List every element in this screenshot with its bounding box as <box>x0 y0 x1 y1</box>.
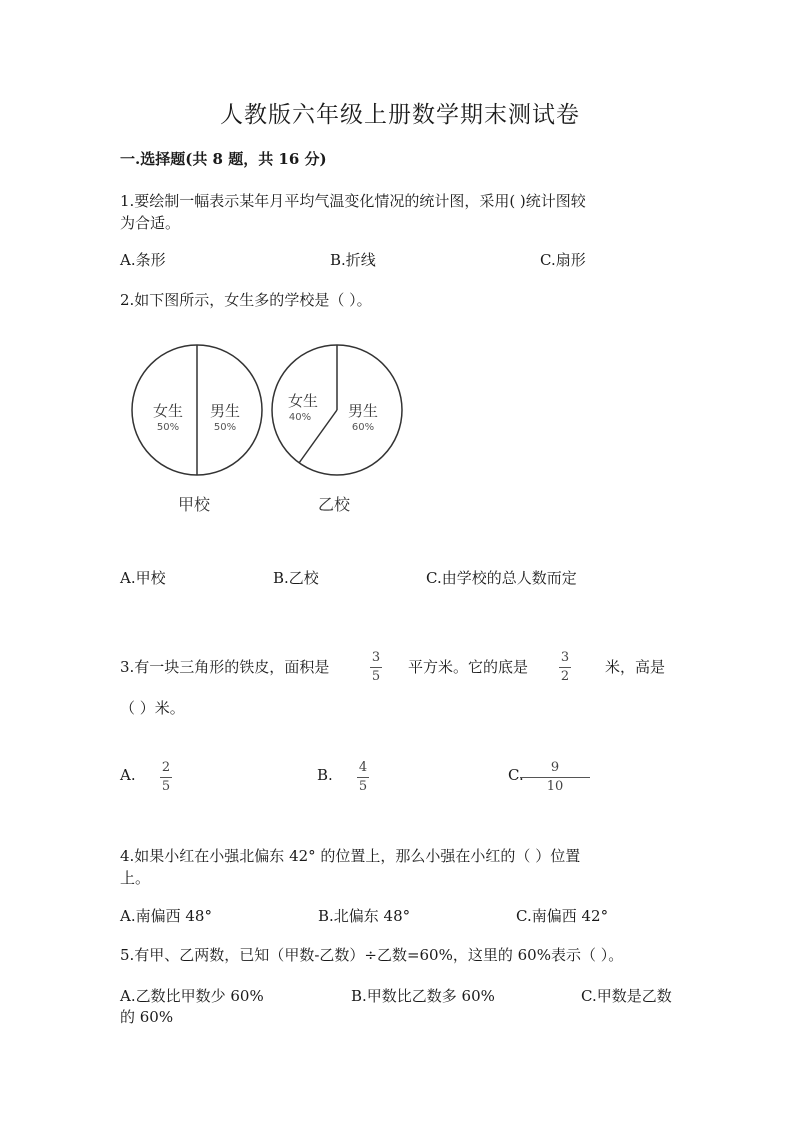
question-5-option-b: B.甲数比乙数多 60% <box>351 987 495 1005</box>
question-5-text: 5.有甲、乙两数，已知（甲数-乙数）÷乙数=60%，这里的 60%表示（ ）。 <box>120 946 624 964</box>
fraction-denominator: 5 <box>371 669 381 684</box>
question-3-option-a-fraction <box>160 760 172 794</box>
pie-chart-figure <box>125 340 415 520</box>
question-3-text-cont: （ ）米。 <box>120 699 185 717</box>
pie-jia-left-pct: 50% <box>156 422 180 433</box>
question-2-option-b: B.乙校 <box>273 569 319 587</box>
question-3-base-fraction <box>559 650 571 684</box>
fraction-numerator: 3 <box>371 650 381 665</box>
question-3-option-a-prefix: A. <box>120 766 136 784</box>
question-1-option-a: A.条形 <box>120 251 166 269</box>
question-1-option-b: B.折线 <box>330 251 376 269</box>
question-2-option-a: A.甲校 <box>120 569 166 587</box>
pie-yi-right-label: 男生 <box>347 402 379 420</box>
page-title: 人教版六年级上册数学期末测试卷 <box>220 102 580 128</box>
question-3-option-b-fraction <box>357 760 369 794</box>
question-4-option-c: C.南偏西 42° <box>516 907 609 925</box>
fraction-denominator: 2 <box>560 669 570 684</box>
pie-yi-name: 乙校 <box>317 495 351 514</box>
fraction-denominator: 5 <box>161 779 171 794</box>
pie-jia <box>132 345 262 514</box>
pie-jia-right-label: 男生 <box>209 402 241 420</box>
question-3-option-c-fraction <box>520 760 590 794</box>
fraction-numerator: 9 <box>550 760 560 775</box>
fraction-numerator: 4 <box>358 760 368 775</box>
pie-yi-right-pct: 60% <box>351 422 375 433</box>
question-1-option-c: C.扇形 <box>540 251 586 269</box>
pie-jia-left-label: 女生 <box>152 402 184 420</box>
question-4-option-a: A.南偏西 48° <box>120 907 212 925</box>
question-5-option-a: A.乙数比甲数少 60% <box>120 987 264 1005</box>
question-2-option-c: C.由学校的总人数而定 <box>426 569 577 587</box>
question-3-text-b: 平方米。它的底是 <box>408 658 529 676</box>
pie-yi <box>272 345 402 514</box>
question-4-option-b: B.北偏东 48° <box>318 907 411 925</box>
pie-jia-right-pct: 50% <box>213 422 237 433</box>
question-3-text-c: 米，高是 <box>605 658 666 676</box>
question-1-text: 1.要绘制一幅表示某年月平均气温变化情况的统计图，采用( )统计图较 <box>120 192 586 210</box>
question-4-text-cont: 上。 <box>120 869 151 887</box>
question-3-option-b-prefix: B. <box>317 766 333 784</box>
question-5-option-c-cont: 的 60% <box>120 1008 174 1026</box>
pie-yi-left-pct: 40% <box>288 412 312 423</box>
fraction-numerator: 3 <box>560 650 570 665</box>
fraction-denominator: 10 <box>546 779 564 794</box>
pie-yi-left-label: 女生 <box>287 392 319 410</box>
question-2-text: 2.如下图所示，女生多的学校是（ ）。 <box>120 291 372 309</box>
question-1-text-cont: 为合适。 <box>120 214 181 232</box>
fraction-numerator: 2 <box>161 760 171 775</box>
section-heading: 一.选择题(共 8 题，共 16 分) <box>120 150 327 168</box>
question-3-area-fraction <box>370 650 382 684</box>
fraction-denominator: 5 <box>358 779 368 794</box>
pie-jia-name: 甲校 <box>177 495 211 514</box>
question-3-text-a: 3.有一块三角形的铁皮，面积是 <box>120 658 330 676</box>
question-4-text: 4.如果小红在小强北偏东 42° 的位置上，那么小强在小红的（ ）位置 <box>120 847 581 865</box>
question-3-option-c-prefix: C. <box>508 766 524 784</box>
question-5-option-c: C.甲数是乙数 <box>581 987 672 1005</box>
